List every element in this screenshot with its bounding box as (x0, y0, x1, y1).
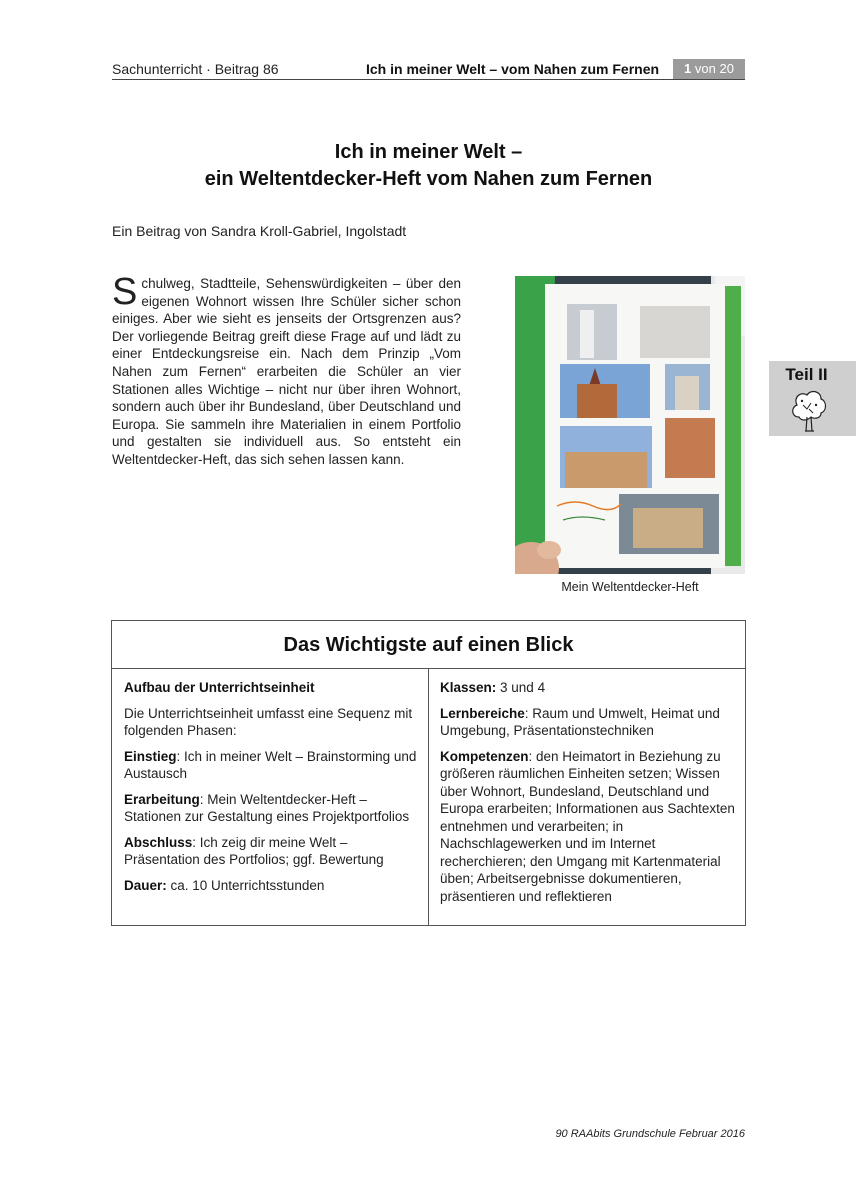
duration (124, 877, 420, 895)
page-title (112, 139, 745, 193)
author-byline: Ein Beitrag von Sandra Kroll-Gabriel, Ingolstadt (112, 223, 407, 239)
page-total: von 20 (694, 61, 734, 76)
summary-left-column (124, 679, 420, 902)
structure-intro: Die Unterrichtseinheit umfasst eine Sequenz mit folgenden Phasen: (124, 705, 413, 738)
competencies-text: : den Heimatort in Beziehung zu größeren räumlichen Einheiten setzen; Wissen über Wohnort, Bundesland, Deutschland und Europa erarbeiten; Informationen aus Sachtexten entnehmen und verarbeiten; in Nachschlagewerken und im Internet recherchieren; den Umgang mit Kartenmaterial üben; Arbeitsergebnisse dokumentieren, präsentieren und reflektieren (440, 748, 735, 904)
drop-cap: S (112, 271, 138, 313)
summary-box (111, 620, 746, 926)
phase-erarbeitung-text: : Mein Weltentdecker-Heft – Stationen zur Gestaltung eines Projektportfolios (124, 791, 410, 824)
title-line-2: ein Weltentdecker-Heft vom Nahen zum Fernen (204, 168, 653, 190)
learning-areas (440, 705, 736, 740)
learning-areas-text: : Raum und Umwelt, Heimat und Umgebung, Präsentationstechniken (440, 705, 720, 738)
section-tab-label: Teil II (785, 365, 828, 384)
phase-erarbeitung-label: Erarbeitung (124, 791, 200, 807)
header-series: Sachunterricht · Beitrag 86 (112, 61, 279, 77)
phase-abschluss-label: Abschluss (124, 834, 193, 850)
phase-abschluss-text: : Ich zeig dir meine Welt – Präsentation des Portfolios; ggf. Bewertung (124, 834, 384, 867)
page-number: 1 (684, 61, 692, 76)
summary-title: Das Wichtigste auf einen Blick (112, 621, 745, 669)
intro-paragraph (112, 271, 461, 469)
tree-icon (789, 387, 829, 433)
duration-label: Dauer: (124, 877, 167, 893)
grades-text: 3 und 4 (496, 680, 546, 695)
column-divider (428, 669, 429, 925)
page-indicator (673, 59, 745, 79)
phase-einstieg-text: : Ich in meiner Welt – Brainstorming und Austausch (124, 748, 417, 781)
header-rule (112, 79, 745, 80)
structure-heading: Aufbau der Unterrichtseinheit (124, 680, 315, 695)
phase-erarbeitung (124, 791, 420, 826)
summary-right-column (440, 679, 736, 913)
header-title: Ich in meiner Welt – vom Nahen zum Fernen (366, 61, 660, 77)
photo-caption: Mein Weltentdecker-Heft (561, 580, 699, 594)
competencies (440, 748, 736, 906)
learning-areas-label: Lernbereiche (440, 705, 525, 721)
duration-text: ca. 10 Unterrichtsstunden (166, 877, 325, 893)
title-line-1: Ich in meiner Welt – (334, 141, 523, 163)
portfolio-photo (515, 276, 745, 574)
phase-einstieg (124, 748, 420, 783)
phase-einstieg-label: Einstieg (124, 748, 177, 764)
grades-label: Klassen: (440, 680, 497, 695)
competencies-label: Kompetenzen (440, 748, 529, 764)
page-footer: 90 RAAbits Grundschule Februar 2016 (555, 1128, 745, 1140)
section-tab (769, 361, 856, 436)
portfolio-photo-illustration (515, 276, 745, 574)
intro-text: chulweg, Stadtteile, Sehenswürdigkeiten – über den eigenen Wohnort wissen Ihre Schüler sicher schon einiges. Aber wie sieht es jenseits der Ortsgrenzen aus? Der vorliegende Beitrag greift diese Frage auf und lädt zu einer Entdeckungsreise ein. Nach dem Prinzip „Vom Nahen zum Fernen“ erarbeiten die Schüler an vier Stationen alles Wichtige – nicht nur über ihren Wohnort, sondern auch über ihr Bundesland, über Deutschland und Europa. Sie sammeln ihre Materialien in einem Portfolio und gestalten sie individuell aus. So entsteht ein Weltentdecker-Heft, das sich sehen lassen kann. (112, 276, 461, 467)
phase-abschluss (124, 834, 420, 869)
grades (440, 679, 736, 697)
